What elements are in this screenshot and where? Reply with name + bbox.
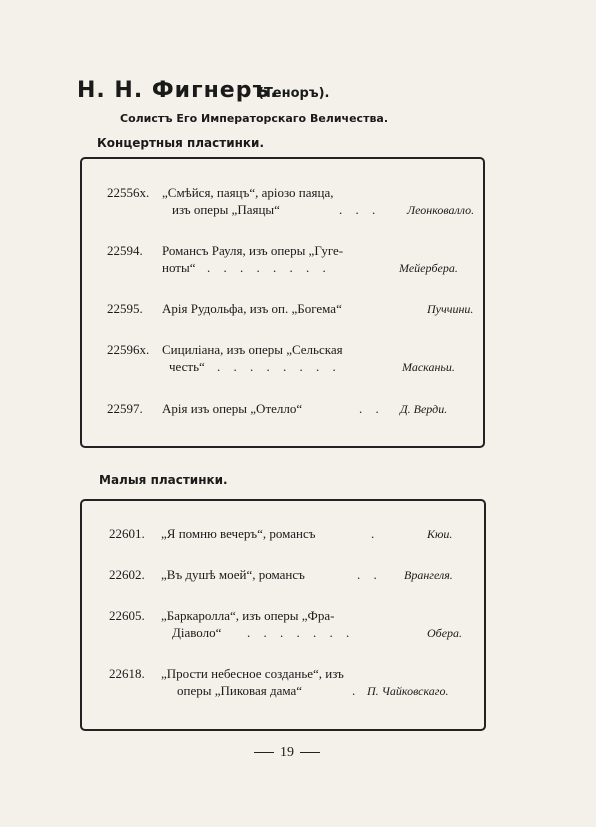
record-number: 22601. [109, 526, 145, 541]
record-title: Арія изъ оперы „Отелло“ [162, 401, 303, 416]
leader-dots: . [371, 526, 380, 541]
record-entry [107, 400, 467, 420]
composer-name: Д. Верди. [400, 402, 448, 416]
record-entry [109, 525, 469, 545]
record-title-continued: оперы „Пиковая дама“ [177, 683, 303, 698]
leader-dots: . . . . . . . . [207, 260, 331, 275]
record-title: Романсъ Рауля, изъ оперы „Гуге- [162, 243, 344, 258]
leader-dots: . . . . . . . [247, 625, 355, 640]
composer-name: Леонковалло. [407, 203, 475, 217]
composer-name: Кюи. [427, 527, 453, 541]
leader-dots: . . . [339, 202, 381, 217]
record-entry [107, 184, 475, 224]
concert-records-heading: Концертныя пластинки. [97, 136, 265, 150]
record-entry [107, 300, 474, 320]
composer-name: Масканьи. [402, 360, 455, 374]
record-number: 22594. [107, 243, 143, 258]
leader-dots: . . . . . . . . [217, 359, 341, 374]
record-entry [109, 665, 469, 705]
artist-name: Н. Н. Фигнеръ. [77, 78, 280, 103]
composer-name: Обера. [427, 626, 463, 640]
record-title: „Баркаролла“, изъ оперы „Фра- [161, 608, 335, 623]
page-number: 19 [280, 745, 294, 760]
record-title: „Смѣйся, паяцъ“, аріозо паяца, [162, 185, 334, 200]
record-entry [109, 566, 469, 586]
record-title: „Я помню вечеръ“, романсъ [161, 526, 316, 541]
concert-records-box [80, 157, 485, 448]
record-number: 22618. [109, 666, 145, 681]
voice-type: (Теноръ). [258, 86, 330, 101]
leader-dots: . . [359, 401, 384, 416]
composer-name: П. Чайковскаго. [367, 684, 449, 698]
record-title: Арія Рудольфа, изъ оп. „Богема“ [162, 301, 342, 316]
record-title: „Прости небесное созданье“, изъ [161, 666, 344, 681]
record-entry [109, 607, 469, 647]
record-entry [107, 341, 467, 381]
record-number: 22605. [109, 608, 145, 623]
record-number: 22596x. [107, 342, 150, 357]
footer-rule-left [254, 752, 274, 753]
leader-dots: . [352, 683, 361, 698]
record-title: Сициліана, изъ оперы „Сельская [162, 342, 343, 357]
page-footer [248, 745, 326, 761]
composer-name: Мейербера. [399, 261, 458, 275]
record-title-continued: честь“ [169, 359, 205, 374]
record-title-continued: изъ оперы „Паяцы“ [172, 202, 280, 217]
composer-name: Пуччини. [427, 302, 474, 316]
record-entry [107, 242, 467, 282]
leader-dots: . . [357, 567, 382, 582]
small-records-box [80, 499, 486, 731]
small-records-heading: Малыя пластинки. [99, 473, 228, 487]
footer-rule-right [300, 752, 320, 753]
record-title: „Въ душѣ моей“, романсъ [161, 567, 305, 582]
record-number: 22556x. [107, 185, 150, 200]
record-number: 22595. [107, 301, 143, 316]
record-title-continued: ноты“ [162, 260, 196, 275]
artist-subtitle: Солистъ Его Императорскаго Величества. [120, 112, 389, 125]
record-number: 22602. [109, 567, 145, 582]
composer-name: Врангеля. [404, 568, 453, 582]
record-title-continued: Діаволо“ [172, 625, 222, 640]
record-number: 22597. [107, 401, 143, 416]
